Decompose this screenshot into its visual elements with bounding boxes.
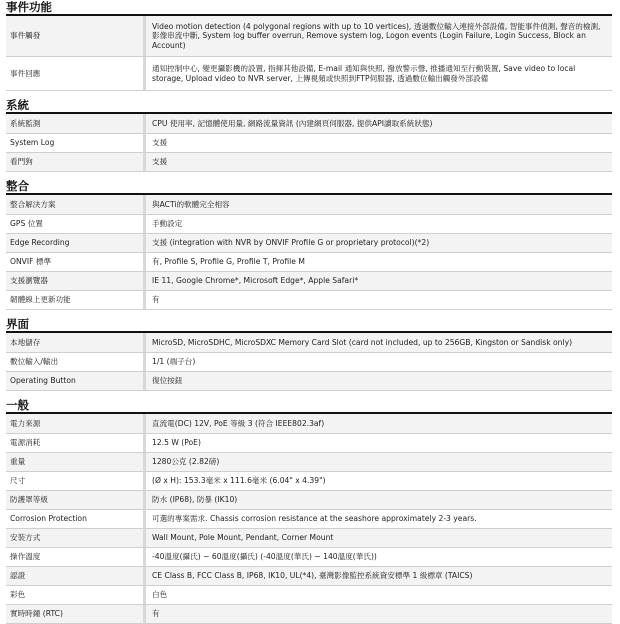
row-label: 韌體線上更新功能 [10, 295, 71, 304]
row-value: 1280公克 (2.82磅) [146, 453, 612, 471]
table-row [6, 372, 612, 391]
row-value: 支援 [146, 153, 612, 171]
section-title-integration: 整合 [6, 179, 612, 195]
row-value: 手動設定 [152, 219, 183, 229]
row-value: 支援 (integration with NVR by ONVIF Profile G or proprietary protocol)(*2) [146, 234, 612, 252]
table-row [6, 253, 612, 272]
table-row [6, 414, 612, 434]
row-label: 電源消耗 [10, 438, 41, 447]
table-row [6, 234, 612, 253]
row-label: 電力來源 [6, 414, 143, 433]
section-title-events: 事件功能 [6, 0, 612, 16]
row-value: Wall Mount, Pole Mount, Pendant, Corner Mount [146, 529, 612, 547]
row-value: 有 [152, 295, 160, 305]
row-label: 操作溫度 [10, 552, 41, 561]
table-row [6, 153, 612, 172]
row-label: Corrosion Protection [10, 514, 87, 523]
row-value: 有, Profile S, Profile G, Profile T, Profile M [152, 257, 305, 267]
table-row [6, 491, 612, 510]
row-value: IE 11, Google Chrome*, Microsoft Edge*, Apple Safari* [146, 272, 612, 290]
table-row [6, 453, 612, 472]
table-row [6, 510, 612, 529]
section-title-system: 系統 [6, 98, 612, 114]
table-row [6, 529, 612, 548]
row-label: 事件觸發 [6, 16, 143, 56]
row-label: 安裝方式 [6, 529, 143, 547]
row-label: 看門狗 [6, 153, 143, 171]
table-row [6, 353, 612, 372]
row-value: 有 [146, 605, 612, 623]
row-label: 重量 [6, 453, 143, 471]
row-value: 1/1 (端子台) [152, 357, 196, 367]
table-row [6, 586, 612, 605]
table-row [6, 215, 612, 234]
row-value: CPU 使用率, 記憶體使用量, 網路流量資訊 (內建網頁伺服器, 提供API讀取系統狀態) [146, 114, 612, 133]
table-row [6, 472, 612, 491]
row-value: 通知控制中心, 變更攝影機的設置, 指揮其他設備, E-mail 通知與快照, 撥放警示聲, 推播通知至行動裝置, Save video to local storage, Upload video to NVR server, 上傳視頻或快照到FTP伺服器, 透過數位輸出觸發外部設備 [152, 63, 576, 83]
row-label: ONVIF 標準 [10, 257, 52, 266]
row-value: CE Class B, FCC Class B, IP68, IK10, UL(*4), 臺灣影像監控系統資安標準 1 級標章 (TAICS) [146, 567, 612, 585]
table-row [6, 195, 612, 215]
row-value: -40溫度(攝氏) ~ 60溫度(攝氏) (-40溫度(華氏) ~ 140溫度(華氏)) [152, 552, 377, 562]
row-value: 直流電(DC) 12V, PoE 等級 3 (符合 IEEE802.3af) [146, 414, 612, 433]
table-row [6, 548, 612, 567]
section-title-interface: 界面 [6, 317, 612, 333]
row-value: 防水 (IP68), 防暴 (IK10) [146, 491, 612, 509]
row-label: 彩色 [10, 590, 26, 599]
section-title-general: 一般 [6, 398, 612, 414]
row-label: 實時時鐘 (RTC) [6, 605, 143, 623]
table-row [6, 57, 612, 91]
row-label: 支援瀏覽器 [6, 272, 143, 290]
row-label: 事件回應 [10, 68, 41, 78]
row-value: 復位按鈕 [146, 372, 612, 390]
table-row [6, 114, 612, 134]
row-label: GPS 位置 [10, 219, 43, 228]
row-value: Video motion detection (4 polygonal regions with up to 10 vertices), 透過數位輸入連接外部設備, 智能事件偵測, 聲音的檢測, 影像串流中斷, System log buffer overrun, Remove system log, Logon events (Login Failure, Login Success, Block an Account) [146, 16, 612, 56]
table-row [6, 434, 612, 453]
row-value: 可選的專案需求. Chassis corrosion resistance at the seashore approximately 2-3 years. [152, 514, 477, 524]
table-row [6, 134, 612, 153]
table-row [6, 333, 612, 353]
row-label: 尺寸 [10, 476, 26, 485]
row-label: System Log [10, 138, 55, 147]
row-value: 支援 [152, 138, 168, 148]
row-value: (Ø x H): 153.3毫米 x 111.6毫米 (6.04" x 4.39") [152, 476, 326, 486]
table-row [6, 291, 612, 310]
table-row [6, 16, 612, 57]
row-label: 數位輸入/輸出 [10, 357, 59, 366]
table-row [6, 605, 612, 624]
row-label: 防護罩等級 [6, 491, 143, 509]
table-row [6, 272, 612, 291]
row-label: 整合解決方案 [6, 195, 143, 214]
row-value: 與ACTi的軟體完全相容 [146, 195, 612, 214]
row-label: Operating Button [6, 372, 143, 390]
row-value: 12.5 W (PoE) [152, 438, 201, 448]
row-value: MicroSD, MicroSDHC, MicroSDXC Memory Card Slot (card not included, up to 256GB, Kingston or Sandisk only) [146, 333, 612, 352]
row-label: 本地儲存 [6, 333, 143, 352]
row-label: Edge Recording [6, 234, 143, 252]
row-label: 認證 [6, 567, 143, 585]
table-row [6, 567, 612, 586]
row-label: 系統監測 [6, 114, 143, 133]
row-value: 白色 [152, 590, 168, 600]
